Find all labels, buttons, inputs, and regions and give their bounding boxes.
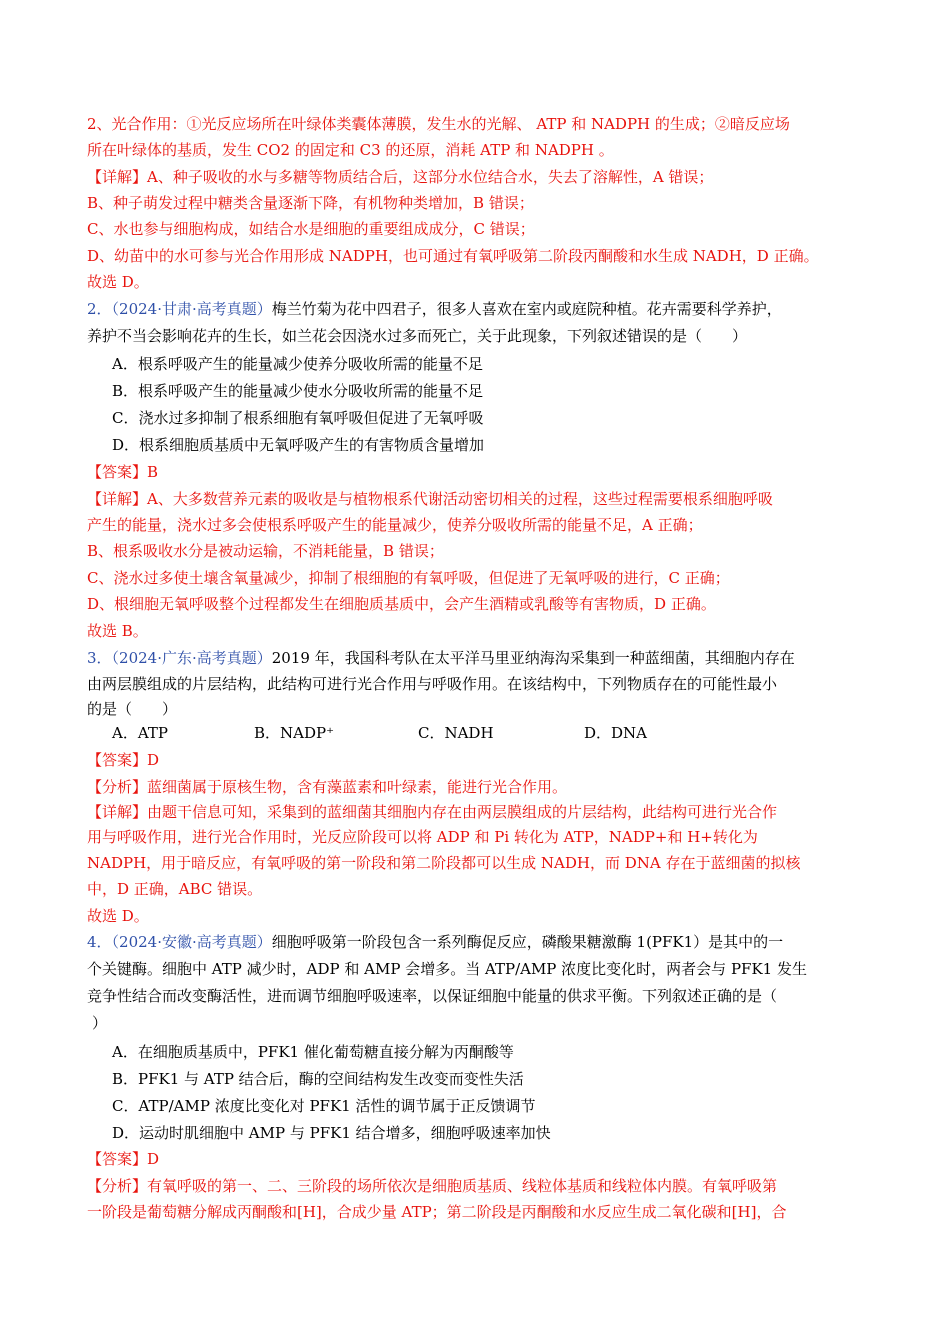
explanation-line: 【详解】由题干信息可知，采集到的蓝细菌其细胞内存在由两层膜组成的片层结构，此结构可进行光合作 — [87, 803, 778, 821]
option-c: C．浇水过多抑制了根系细胞有氧呼吸但促进了无氧呼吸 — [112, 409, 484, 427]
question-text: 的是（ ） — [87, 700, 178, 718]
question-text: 养护不当会影响花卉的生长，如兰花会因浇水过多而死亡，关于此现象，下列叙述错误的是（ ） — [87, 327, 748, 345]
question-4-stem — [87, 932, 783, 952]
analysis-line: 【分析】有氧呼吸的第一、二、三阶段的场所依次是细胞质基质、线粒体基质和线粒体内膜。有氧呼吸第 — [87, 1177, 778, 1195]
analysis: 【分析】蓝细菌属于原核生物，含有藻蓝素和叶绿素，能进行光合作用。 — [87, 778, 568, 796]
question-number: 4． — [87, 933, 112, 951]
explanation-line: 故选 B。 — [87, 622, 148, 640]
intro-line: 【详解】A、种子吸收的水与多糖等物质结合后，这部分水位结合水，失去了溶解性，A 错误； — [87, 168, 714, 186]
option-c: C．NADH — [418, 724, 494, 742]
intro-line: 2、光合作用：①光反应场所在叶绿体类囊体薄膜，发生水的光解、 ATP 和 NADPH 的生成；②暗反应场 — [87, 115, 790, 133]
explanation-line: D、根细胞无氧呼吸整个过程都发生在细胞质基质中，会产生酒精或乳酸等有害物质，D 正确。 — [87, 595, 716, 613]
question-text: 个关键酶。细胞中 ATP 减少时，ADP 和 AMP 会增多。当 ATP/AMP 浓度比变化时，两者会与 PFK1 发生 — [87, 960, 807, 978]
option-d: D．根系细胞质基质中无氧呼吸产生的有害物质含量增加 — [112, 436, 485, 454]
option-c: C．ATP/AMP 浓度比变化对 PFK1 活性的调节属于正反馈调节 — [112, 1097, 536, 1115]
intro-line: 故选 D。 — [87, 273, 149, 291]
answer: 【答案】D — [87, 1150, 160, 1168]
question-text: 梅兰竹菊为花中四君子，很多人喜欢在室内或庭院种植。花卉需要科学养护， — [271, 300, 782, 318]
option-a: A．在细胞质基质中，PFK1 催化葡萄糖直接分解为丙酮酸等 — [112, 1043, 514, 1061]
question-text: ） — [92, 1014, 108, 1032]
option-d: D．DNA — [584, 724, 648, 742]
option-a: A．根系呼吸产生的能量减少使养分吸收所需的能量不足 — [112, 355, 483, 373]
intro-line: D、幼苗中的水可参与光合作用形成 NADPH，也可通过有氧呼吸第二阶段丙酮酸和水生成 NADH，D 正确。 — [87, 247, 819, 265]
option-a: A．ATP — [112, 724, 168, 742]
question-text: 竞争性结合而改变酶活性，进而调节细胞呼吸速率，以保证细胞中能量的供求平衡。下列叙述正确的是（ — [87, 987, 778, 1005]
intro-line: C、水也参与细胞构成，如结合水是细胞的重要组成成分，C 错误； — [87, 220, 535, 238]
answer: 【答案】D — [87, 751, 160, 769]
explanation-line: C、浇水过多使土壤含氧量减少，抑制了根细胞的有氧呼吸，但促进了无氧呼吸的进行，C 正确； — [87, 569, 730, 587]
question-2-stem — [87, 299, 782, 319]
question-source: （2024·安徽·高考真题） — [111, 933, 272, 951]
answer: 【答案】B — [87, 463, 159, 481]
question-text: 细胞呼吸第一阶段包含一系列酶促反应，磷酸果糖激酶 1(PFK1）是其中的一 — [271, 933, 784, 951]
question-source: （2024·甘肃·高考真题） — [111, 300, 272, 318]
question-text: 2019 年，我国科考队在太平洋马里亚纳海沟采集到一种蓝细菌，其细胞内存在 — [271, 649, 795, 667]
option-b: B．PFK1 与 ATP 结合后，酶的空间结构发生改变而变性失活 — [112, 1070, 524, 1088]
option-d: D．运动时肌细胞中 AMP 与 PFK1 结合增多，细胞呼吸速率加快 — [112, 1124, 551, 1142]
explanation-line: 【详解】A、大多数营养元素的吸收是与植物根系代谢活动密切相关的过程，这些过程需要根系细胞呼吸 — [87, 490, 773, 508]
intro-line: 所在叶绿体的基质，发生 CO2 的固定和 C3 的还原，消耗 ATP 和 NADPH 。 — [87, 141, 614, 159]
explanation-line: 中，D 正确，ABC 错误。 — [87, 880, 263, 898]
analysis-line: 一阶段是葡萄糖分解成丙酮酸和[H]，合成少量 ATP；第二阶段是丙酮酸和水反应生成二氧化碳和[H]，合 — [87, 1203, 787, 1221]
explanation-line: NADPH，用于暗反应，有氧呼吸的第一阶段和第二阶段都可以生成 NADH，而 DNA 存在于蓝细菌的拟核 — [87, 854, 801, 872]
option-b: B．NADP⁺ — [254, 724, 335, 742]
question-number: 3． — [87, 649, 112, 667]
question-number: 2． — [87, 300, 112, 318]
intro-line: B、种子萌发过程中糖类含量逐渐下降，有机物种类增加，B 错误； — [87, 194, 534, 212]
question-3-stem — [87, 648, 795, 668]
explanation-line: B、根系吸收水分是被动运输，不消耗能量，B 错误； — [87, 542, 444, 560]
explanation-line: 用与呼吸作用，进行光合作用时，光反应阶段可以将 ADP 和 Pi 转化为 ATP，NADP+和 H+转化为 — [87, 828, 758, 846]
question-text: 由两层膜组成的片层结构，此结构可进行光合作用与呼吸作用。在该结构中，下列物质存在的可能性最小 — [87, 675, 778, 693]
explanation-line: 故选 D。 — [87, 907, 149, 925]
option-b: B．根系呼吸产生的能量减少使水分吸收所需的能量不足 — [112, 382, 484, 400]
question-source: （2024·广东·高考真题） — [111, 649, 272, 667]
explanation-line: 产生的能量，浇水过多会使根系呼吸产生的能量减少，使养分吸收所需的能量不足，A 正确； — [87, 516, 703, 534]
